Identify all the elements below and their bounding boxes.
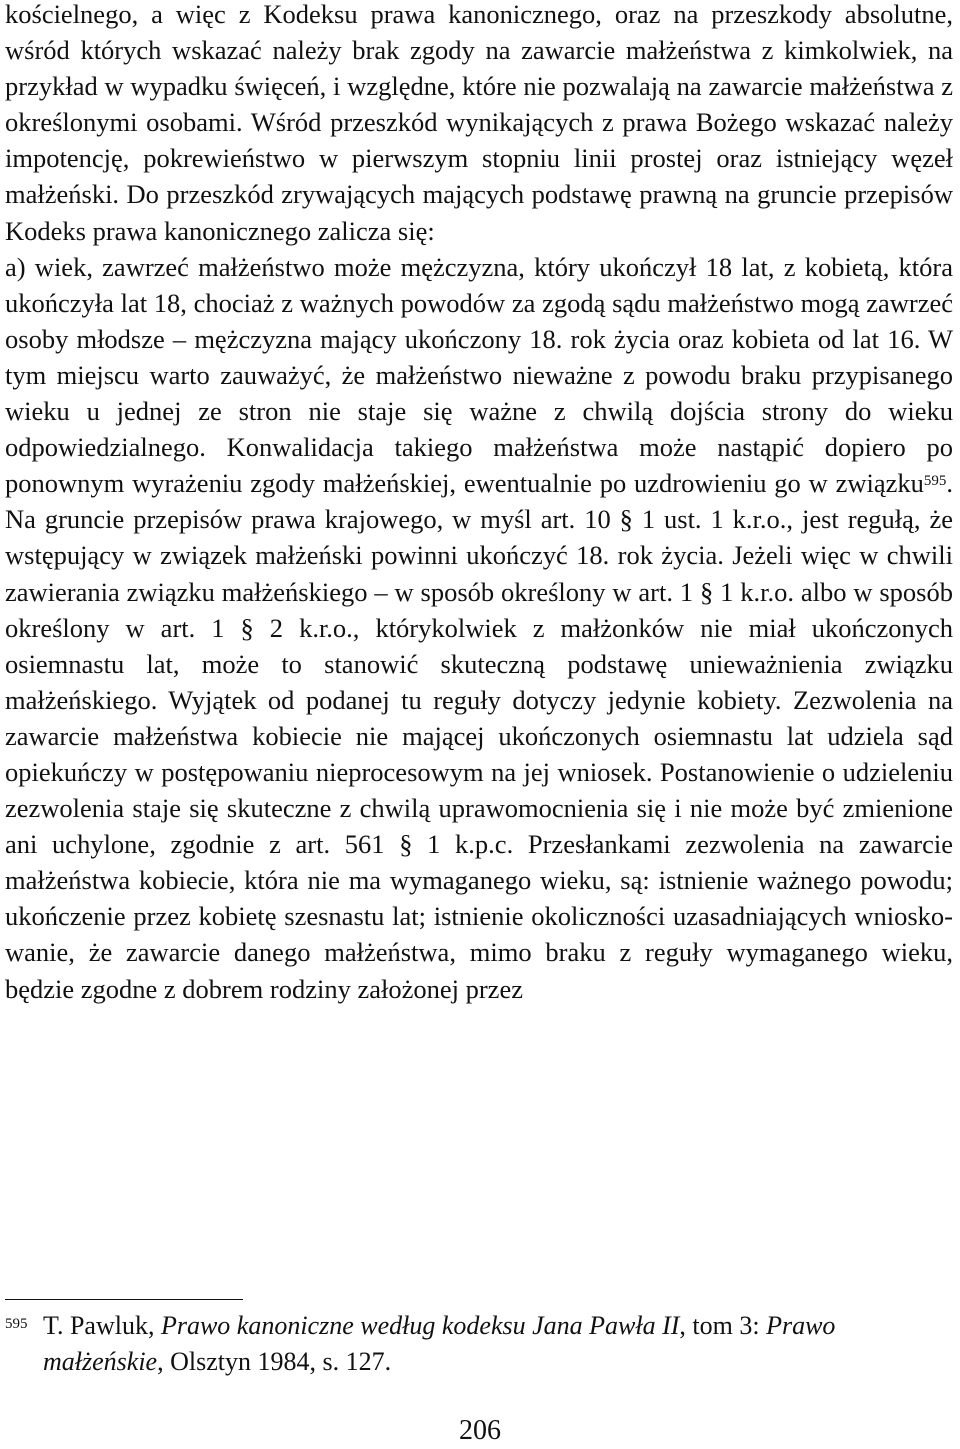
paragraph-text: a) wiek, zawrzeć małżeństwo może mężczyzna, który ukończył 18 lat, z kobietą, która ukończyła lat 18, chociaż z ważnych powodów za zgodą sądu małżeństwo mogą zawrzeć osoby młodsze – mężczyzna mający ukończony 18. rok życia oraz kobieta od lat 16. W tym miejscu warto zauważyć, że małżeństwo nieważne z powodu braku przypisanego wieku u jednej ze stron nie staje się ważne z chwilą dojścia strony do wieku odpowiedzialnego. Konwalidacja takiego małżeństwa może nastąpić dopiero po ponownym wyrażeniu zgody małżeńskiej, ewentualnie po uzdrowieniu go w związku xyxy=(5,251,953,499)
footnote-title: Prawo kanoniczne według kodeksu Jana Pawła II xyxy=(160,1311,680,1340)
paragraph-text: . Na gruncie przepisów prawa krajowego, w myśl art. 10 § 1 ust. 1 k.r.o., jest regułą, że wstępujący w związek małżeński powinni ukończyć 18. rok życia. Jeżeli więc w chwili zawierania związku małżeńskiego – w sposób określony w art. 1 § 1 k.r.o. albo w sposób określony w art. 1 § 2 k.r.o., którykolwiek z małżonków nie miał ukończonych osiemnastu lat, może to stanowić skuteczną podstawę unieważnienia związku małżeńskiego. Wyjątek od podanej tu reguły dotyczy jedynie kobiety. Zezwolenia na zawarcie małżeństwa kobiecie nie mającej ukończonych osiemnastu lat udziela sąd opiekuńczy w postępowaniu nieprocesowym na jej wniosek. Postanowienie o udzieleniu zezwolenia staje się skuteczne z chwilą uprawomocnienia się i nie może być zmienione ani uchylone, zgodnie z art. 561 § 1 k.p.c. Przesłankami zezwolenia na zawarcie małżeństwa kobiecie, która nie ma wymaganego wieku, są: istnienie ważnego powodu; ukończenie przez kobietę szesnastu lat; istnienie okoliczności uzasadniających wniosko-wanie, że zawarcie danego małżeństwa, mimo braku z reguły wymaganego wieku, będzie zgodne z dobrem rodziny założonej przez xyxy=(5,468,953,1004)
footnote xyxy=(5,1308,953,1380)
body-text xyxy=(5,0,953,1007)
page-number: 206 xyxy=(459,1415,501,1446)
footnote-number: 595 xyxy=(5,1316,28,1332)
footnote-author: T. Pawluk, xyxy=(43,1311,161,1340)
paragraph xyxy=(5,249,953,1007)
footnote-separator xyxy=(5,1299,243,1300)
footnote-text xyxy=(43,1308,953,1380)
footnote-volume: , tom 3: xyxy=(679,1311,767,1340)
footnote-publication: , Olsztyn 1984, s. 127. xyxy=(157,1347,392,1376)
footnote-reference[interactable]: 595 xyxy=(923,473,947,490)
paragraph-text: kościelnego, a więc z Kodeksu prawa kanonicznego, oraz na przeszkody absolutne, wśród których wskazać należy brak zgody na zawarcie małżeństwa z kimkolwiek, na przykład w wypadku święceń, i względne, które nie pozwalają na zawarcie małżeństwa z określonymi osobami. Wśród przeszkód wynikających z prawa Bożego wskazać należy impotencję, pokrewieństwo w pierwszym stopniu linii prostej oraz istniejący węzeł małżeński. Do przeszkód zrywających mających podstawę prawną na gruncie przepisów Kodeks prawa kanonicznego zalicza się: xyxy=(5,0,953,246)
footnote-subtitle: Prawo małżeńskie xyxy=(43,1311,836,1376)
paragraph xyxy=(5,0,953,249)
